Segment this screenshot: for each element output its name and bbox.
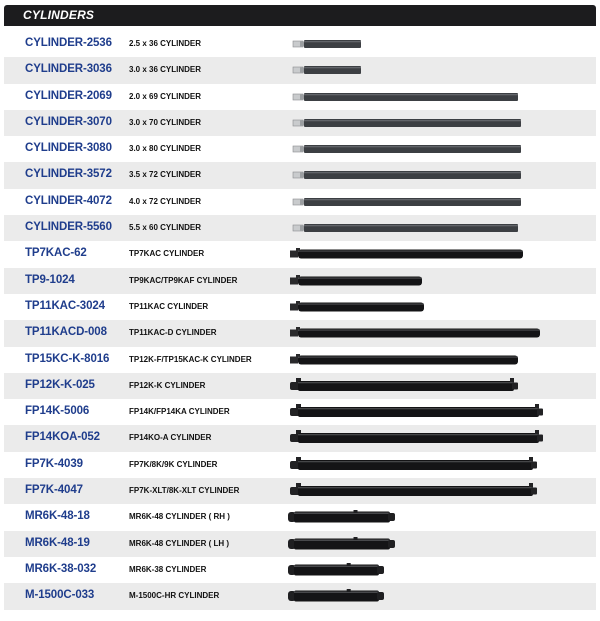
cylinder-image — [4, 531, 596, 557]
part-number[interactable]: TP11KACD-008 — [25, 326, 107, 339]
cylinder-image — [4, 504, 596, 530]
part-description: TP11KAC-D CYLINDER — [129, 328, 217, 338]
part-description: MR6K-48 CYLINDER ( RH ) — [129, 512, 230, 522]
part-description: 3.0 x 70 CYLINDER — [129, 117, 202, 127]
part-description: 3.0 x 36 CYLINDER — [129, 65, 202, 75]
part-number[interactable]: MR6K-48-19 — [25, 536, 90, 549]
catalog-row — [4, 84, 596, 110]
catalog-row — [4, 347, 596, 373]
cylinder-image — [4, 268, 596, 294]
part-description: M-1500C-HR CYLINDER — [129, 591, 220, 601]
catalog-row — [4, 531, 596, 557]
part-number[interactable]: CYLINDER-4072 — [25, 194, 112, 207]
part-description: 3.0 x 80 CYLINDER — [129, 144, 202, 154]
part-number[interactable]: CYLINDER-2536 — [25, 37, 112, 49]
cylinder-image — [4, 241, 596, 267]
part-description: FP7K-XLT/8K-XLT CYLINDER — [129, 486, 240, 496]
part-description: 3.5 x 72 CYLINDER — [129, 170, 202, 180]
catalog-row — [4, 294, 596, 320]
part-number[interactable]: MR6K-48-18 — [25, 510, 90, 523]
part-number[interactable]: FP12K-K-025 — [25, 378, 95, 391]
catalog-row — [4, 189, 596, 215]
part-number[interactable]: CYLINDER-2069 — [25, 89, 112, 102]
part-number[interactable]: TP15KC-K-8016 — [25, 352, 110, 365]
section-header — [4, 5, 596, 26]
part-number[interactable]: M-1500C-033 — [25, 589, 95, 602]
catalog-row — [4, 583, 596, 609]
part-number[interactable]: FP14KOA-052 — [25, 431, 100, 444]
part-description: TP9KAC/TP9KAF CYLINDER — [129, 275, 238, 285]
catalog-row — [4, 110, 596, 136]
catalog-row — [4, 399, 596, 425]
part-description: FP12K-K CYLINDER — [129, 380, 206, 390]
part-number[interactable]: FP7K-4047 — [25, 484, 83, 497]
part-number[interactable]: FP14K-5006 — [25, 405, 90, 418]
part-number[interactable]: TP9-1024 — [25, 273, 75, 286]
catalog-row — [4, 215, 596, 241]
catalog-row — [4, 373, 596, 399]
part-number[interactable]: TP7KAC-62 — [25, 247, 87, 260]
catalog-row — [4, 504, 596, 530]
part-description: FP7K/8K/9K CYLINDER — [129, 459, 218, 469]
catalog-row — [4, 31, 596, 57]
part-number[interactable]: MR6K-38-032 — [25, 562, 97, 575]
catalog-row — [4, 57, 596, 83]
cylinder-image — [4, 478, 596, 504]
part-description: TP12K-F/TP15KAC-K CYLINDER — [129, 354, 252, 364]
catalog-row — [4, 241, 596, 267]
cylinder-image — [4, 452, 596, 478]
part-number[interactable]: TP11KAC-3024 — [25, 299, 105, 312]
catalog-row — [4, 452, 596, 478]
catalog-row — [4, 162, 596, 188]
part-number[interactable]: CYLINDER-3070 — [25, 115, 112, 128]
part-description: 4.0 x 72 CYLINDER — [129, 196, 202, 206]
cylinder-image — [4, 399, 596, 425]
part-number[interactable]: FP7K-4039 — [25, 457, 83, 470]
part-number[interactable]: CYLINDER-3572 — [25, 168, 112, 181]
section-title: CYLINDERS — [23, 8, 95, 22]
part-description: MR6K-38 CYLINDER — [129, 564, 207, 574]
part-number[interactable]: CYLINDER-3080 — [25, 142, 112, 155]
catalog-row — [4, 320, 596, 346]
part-number[interactable]: CYLINDER-3036 — [25, 63, 112, 76]
part-description: MR6K-48 CYLINDER ( LH ) — [129, 538, 230, 548]
catalog-row — [4, 478, 596, 504]
part-description: 2.5 x 36 CYLINDER — [129, 39, 202, 48]
part-description: 5.5 x 60 CYLINDER — [129, 223, 202, 233]
catalog-row — [4, 557, 596, 583]
part-description: TP11KAC CYLINDER — [129, 301, 209, 311]
catalog-row — [4, 136, 596, 162]
catalog-row — [4, 425, 596, 451]
cylinder-list — [4, 31, 596, 610]
part-description: 2.0 x 69 CYLINDER — [129, 91, 202, 101]
catalog-row — [4, 268, 596, 294]
part-description: TP7KAC CYLINDER — [129, 249, 205, 259]
part-number[interactable]: CYLINDER-5560 — [25, 221, 112, 234]
part-description: FP14K/FP14KA CYLINDER — [129, 407, 230, 417]
part-description: FP14KO-A CYLINDER — [129, 433, 212, 443]
